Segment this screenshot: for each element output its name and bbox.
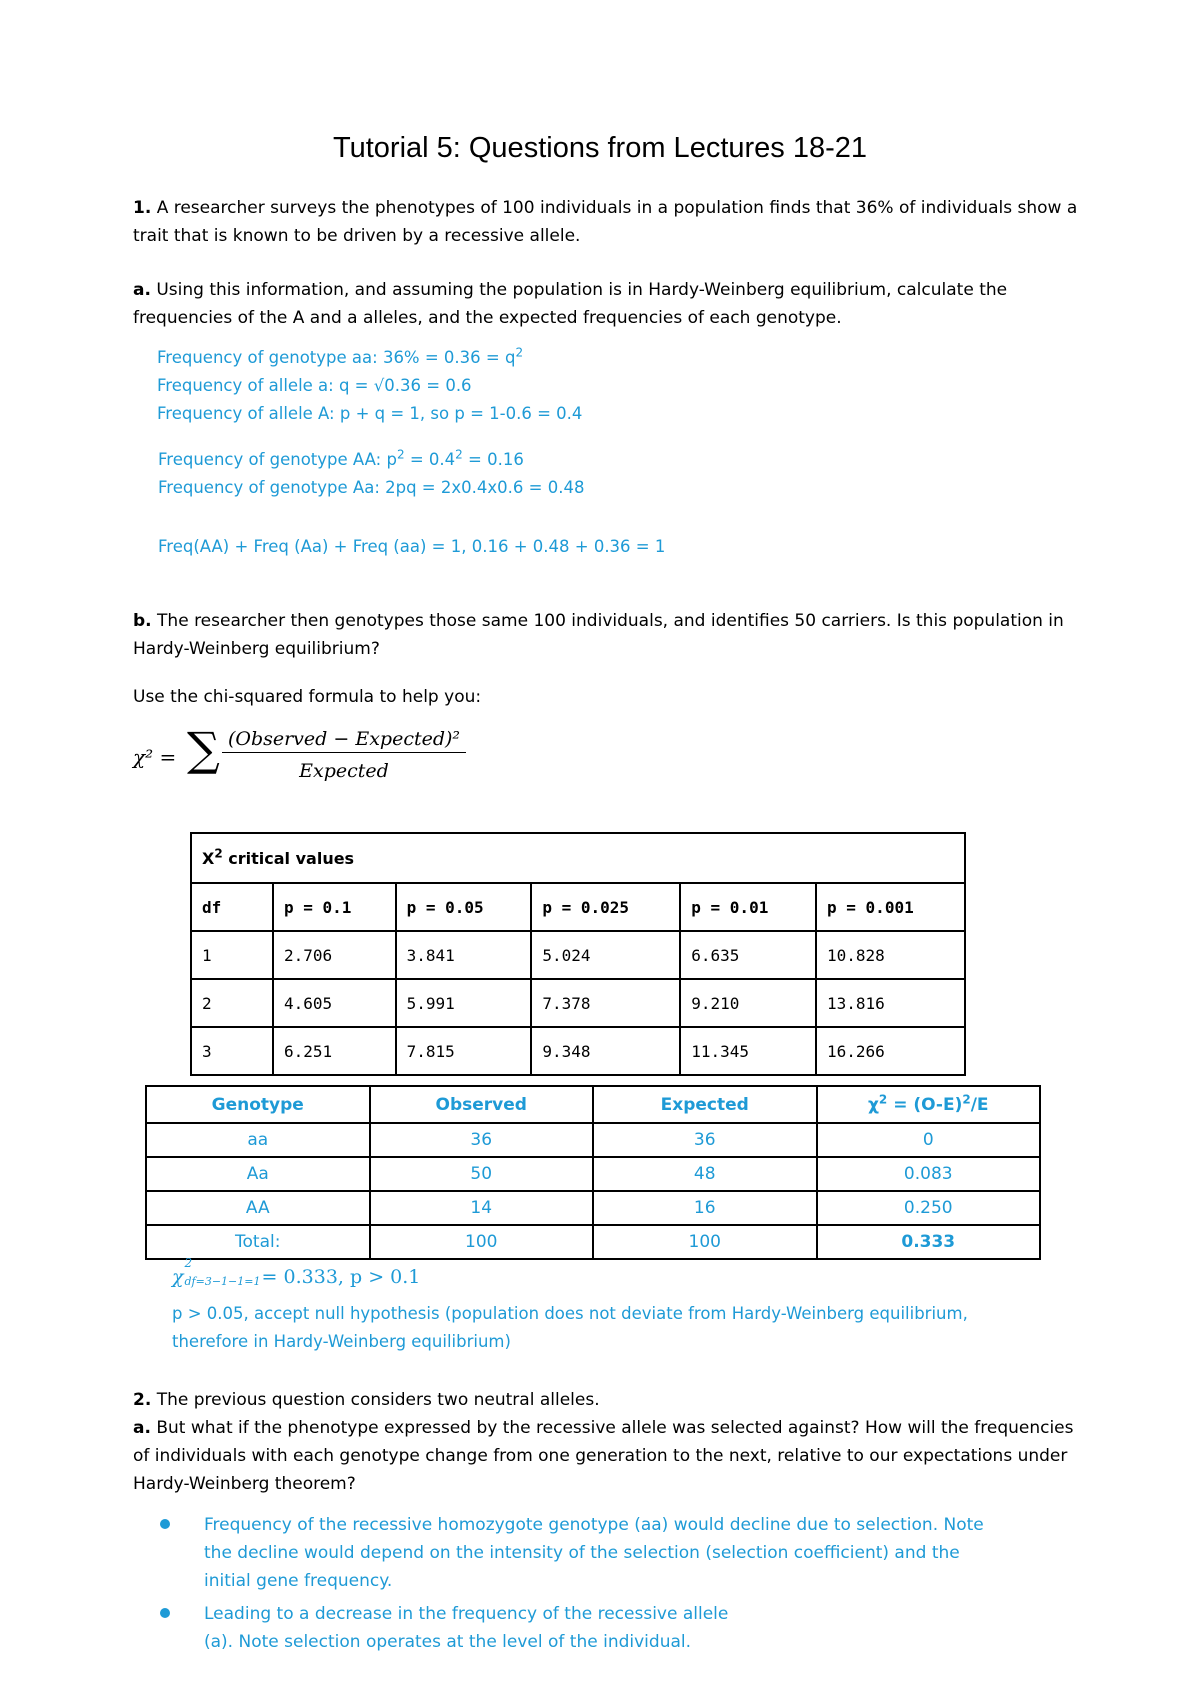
formula-denominator: Expected	[299, 760, 389, 782]
q2-text: 2. The previous question considers two neutral alleles. a. But what if the phenotype expressed by the recessive allele was selected against? How will the frequencies of individuals with each genotype change from one generation to the next, relative to our expectations under Hardy-Weinberg theorem?	[133, 1390, 1074, 1494]
table-header-row	[191, 883, 965, 931]
column-header: Observed	[370, 1086, 594, 1123]
table-cell: 3	[191, 1027, 273, 1075]
table-header-row	[146, 1086, 1040, 1123]
q1b-text: b. The researcher then genotypes those same 100 individuals, and identifies 50 carriers. Is this population in Hardy-Weinberg equilibrium?	[133, 611, 1064, 659]
table-cell: 7.378	[531, 979, 680, 1027]
formula-numerator: (Observed − Expected)²	[222, 728, 466, 753]
q1a-answer-2: Frequency of genotype AA: $p^2 = 0.4^2 = 0.16$ Frequency of genotype Aa: 2pq = 2x0.4x0.6 = 0.48	[158, 447, 585, 497]
result-conclusion: p > 0.05, accept null hypothesis (population does not deviate from Hardy-Weinberg equilibrium, therefore in Hardy-Weinberg equilibrium)	[172, 1304, 968, 1351]
page-title: Tutorial 5: Questions from Lectures 18-21	[332, 132, 868, 164]
bullet-icon	[160, 1608, 170, 1618]
formula-sum: ∑	[187, 722, 220, 776]
table-cell: 0.083	[817, 1157, 1041, 1191]
table-cell: 1	[191, 931, 273, 979]
table-cell: 5.991	[396, 979, 532, 1027]
table-cell: 36	[370, 1123, 594, 1157]
table-cell: 36	[593, 1123, 817, 1157]
q1a-text: a. Using this information, and assuming the population is in Hardy-Weinberg equilibrium, calculate the frequencies of the A and a alleles, and the expected frequencies of each genotype.	[133, 280, 1008, 328]
table-cell: 9.348	[531, 1027, 680, 1075]
table-cell: 7.815	[396, 1027, 532, 1075]
column-header: $\chi^2 = (O-E)^2/E$	[817, 1086, 1041, 1123]
table-cell: 5.024	[531, 931, 680, 979]
column-header: p = 0.05	[396, 883, 532, 931]
formula-lhs: χ² =	[133, 745, 177, 769]
table-cell: 6.635	[680, 931, 816, 979]
table-cell: 10.828	[816, 931, 965, 979]
genotype-table	[145, 1085, 1041, 1260]
table-cell: 9.210	[680, 979, 816, 1027]
list-item: Frequency of the recessive homozygote genotype (aa) would decline due to selection. Note the decline would depend on the intensity of the selection (selection coefficient) and the initial gene frequency.	[204, 1515, 984, 1591]
table-row	[191, 1027, 965, 1075]
table-cell: 100	[370, 1225, 594, 1259]
table-row	[146, 1191, 1040, 1225]
table-row	[146, 1123, 1040, 1157]
table-cell: 48	[593, 1157, 817, 1191]
table-cell: 14	[370, 1191, 594, 1225]
critical-values-table	[190, 832, 966, 1076]
table-cell: 16	[593, 1191, 817, 1225]
column-header: p = 0.01	[680, 883, 816, 931]
column-header: Expected	[593, 1086, 817, 1123]
table-cell: 16.266	[816, 1027, 965, 1075]
q1a-answer: Frequency of genotype aa: $36\% = 0.36 = q^2$ Frequency of allele a: q = √0.36 = 0.6 Frequency of allele A: p + q = 1, so p = 1-0.6 = 0.4	[157, 345, 583, 423]
table-row-total	[146, 1225, 1040, 1259]
critical-values-title: $X^2$ critical values	[191, 833, 965, 883]
column-header: p = 0.1	[273, 883, 396, 931]
critical-values-title-row	[191, 833, 965, 883]
table-cell: 2	[191, 979, 273, 1027]
table-cell: 0	[817, 1123, 1041, 1157]
table-cell: 0.250	[817, 1191, 1041, 1225]
column-header: p = 0.001	[816, 883, 965, 931]
table-row	[191, 931, 965, 979]
table-cell: 11.345	[680, 1027, 816, 1075]
table-row	[191, 979, 965, 1027]
table-cell: 100	[593, 1225, 817, 1259]
table-cell: AA	[146, 1191, 370, 1225]
column-header: p = 0.025	[531, 883, 680, 931]
table-cell: 50	[370, 1157, 594, 1191]
table-row	[146, 1157, 1040, 1191]
table-cell: Total:	[146, 1225, 370, 1259]
column-header: Genotype	[146, 1086, 370, 1123]
chi-result: χ 2 df=3−1−1=1 = 0.333, p > 0.1	[172, 1255, 421, 1288]
column-header: df	[191, 883, 273, 931]
table-cell: 6.251	[273, 1027, 396, 1075]
list-item: Leading to a decrease in the frequency of the recessive allele (a). Note selection operates at the level of the individual.	[204, 1604, 729, 1652]
q1-number: 1.	[133, 198, 152, 218]
q1b-hint: Use the chi-squared formula to help you:	[133, 687, 482, 707]
table-cell-total-chi: 0.333	[817, 1225, 1041, 1259]
table-cell: aa	[146, 1123, 370, 1157]
table-cell: 3.841	[396, 931, 532, 979]
table-cell: 4.605	[273, 979, 396, 1027]
table-cell: 2.706	[273, 931, 396, 979]
table-cell: Aa	[146, 1157, 370, 1191]
table-cell: 13.816	[816, 979, 965, 1027]
bullet-icon	[160, 1519, 170, 1529]
q1a-answer-sum: Freq(AA) + Freq (Aa) + Freq (aa) = 1, 0.16 + 0.48 + 0.36 = 1	[158, 537, 666, 556]
q1-text: 1. A researcher surveys the phenotypes of 100 individuals in a population finds that 36% of individuals show a trait that is known to be driven by a recessive allele.	[133, 198, 1078, 246]
